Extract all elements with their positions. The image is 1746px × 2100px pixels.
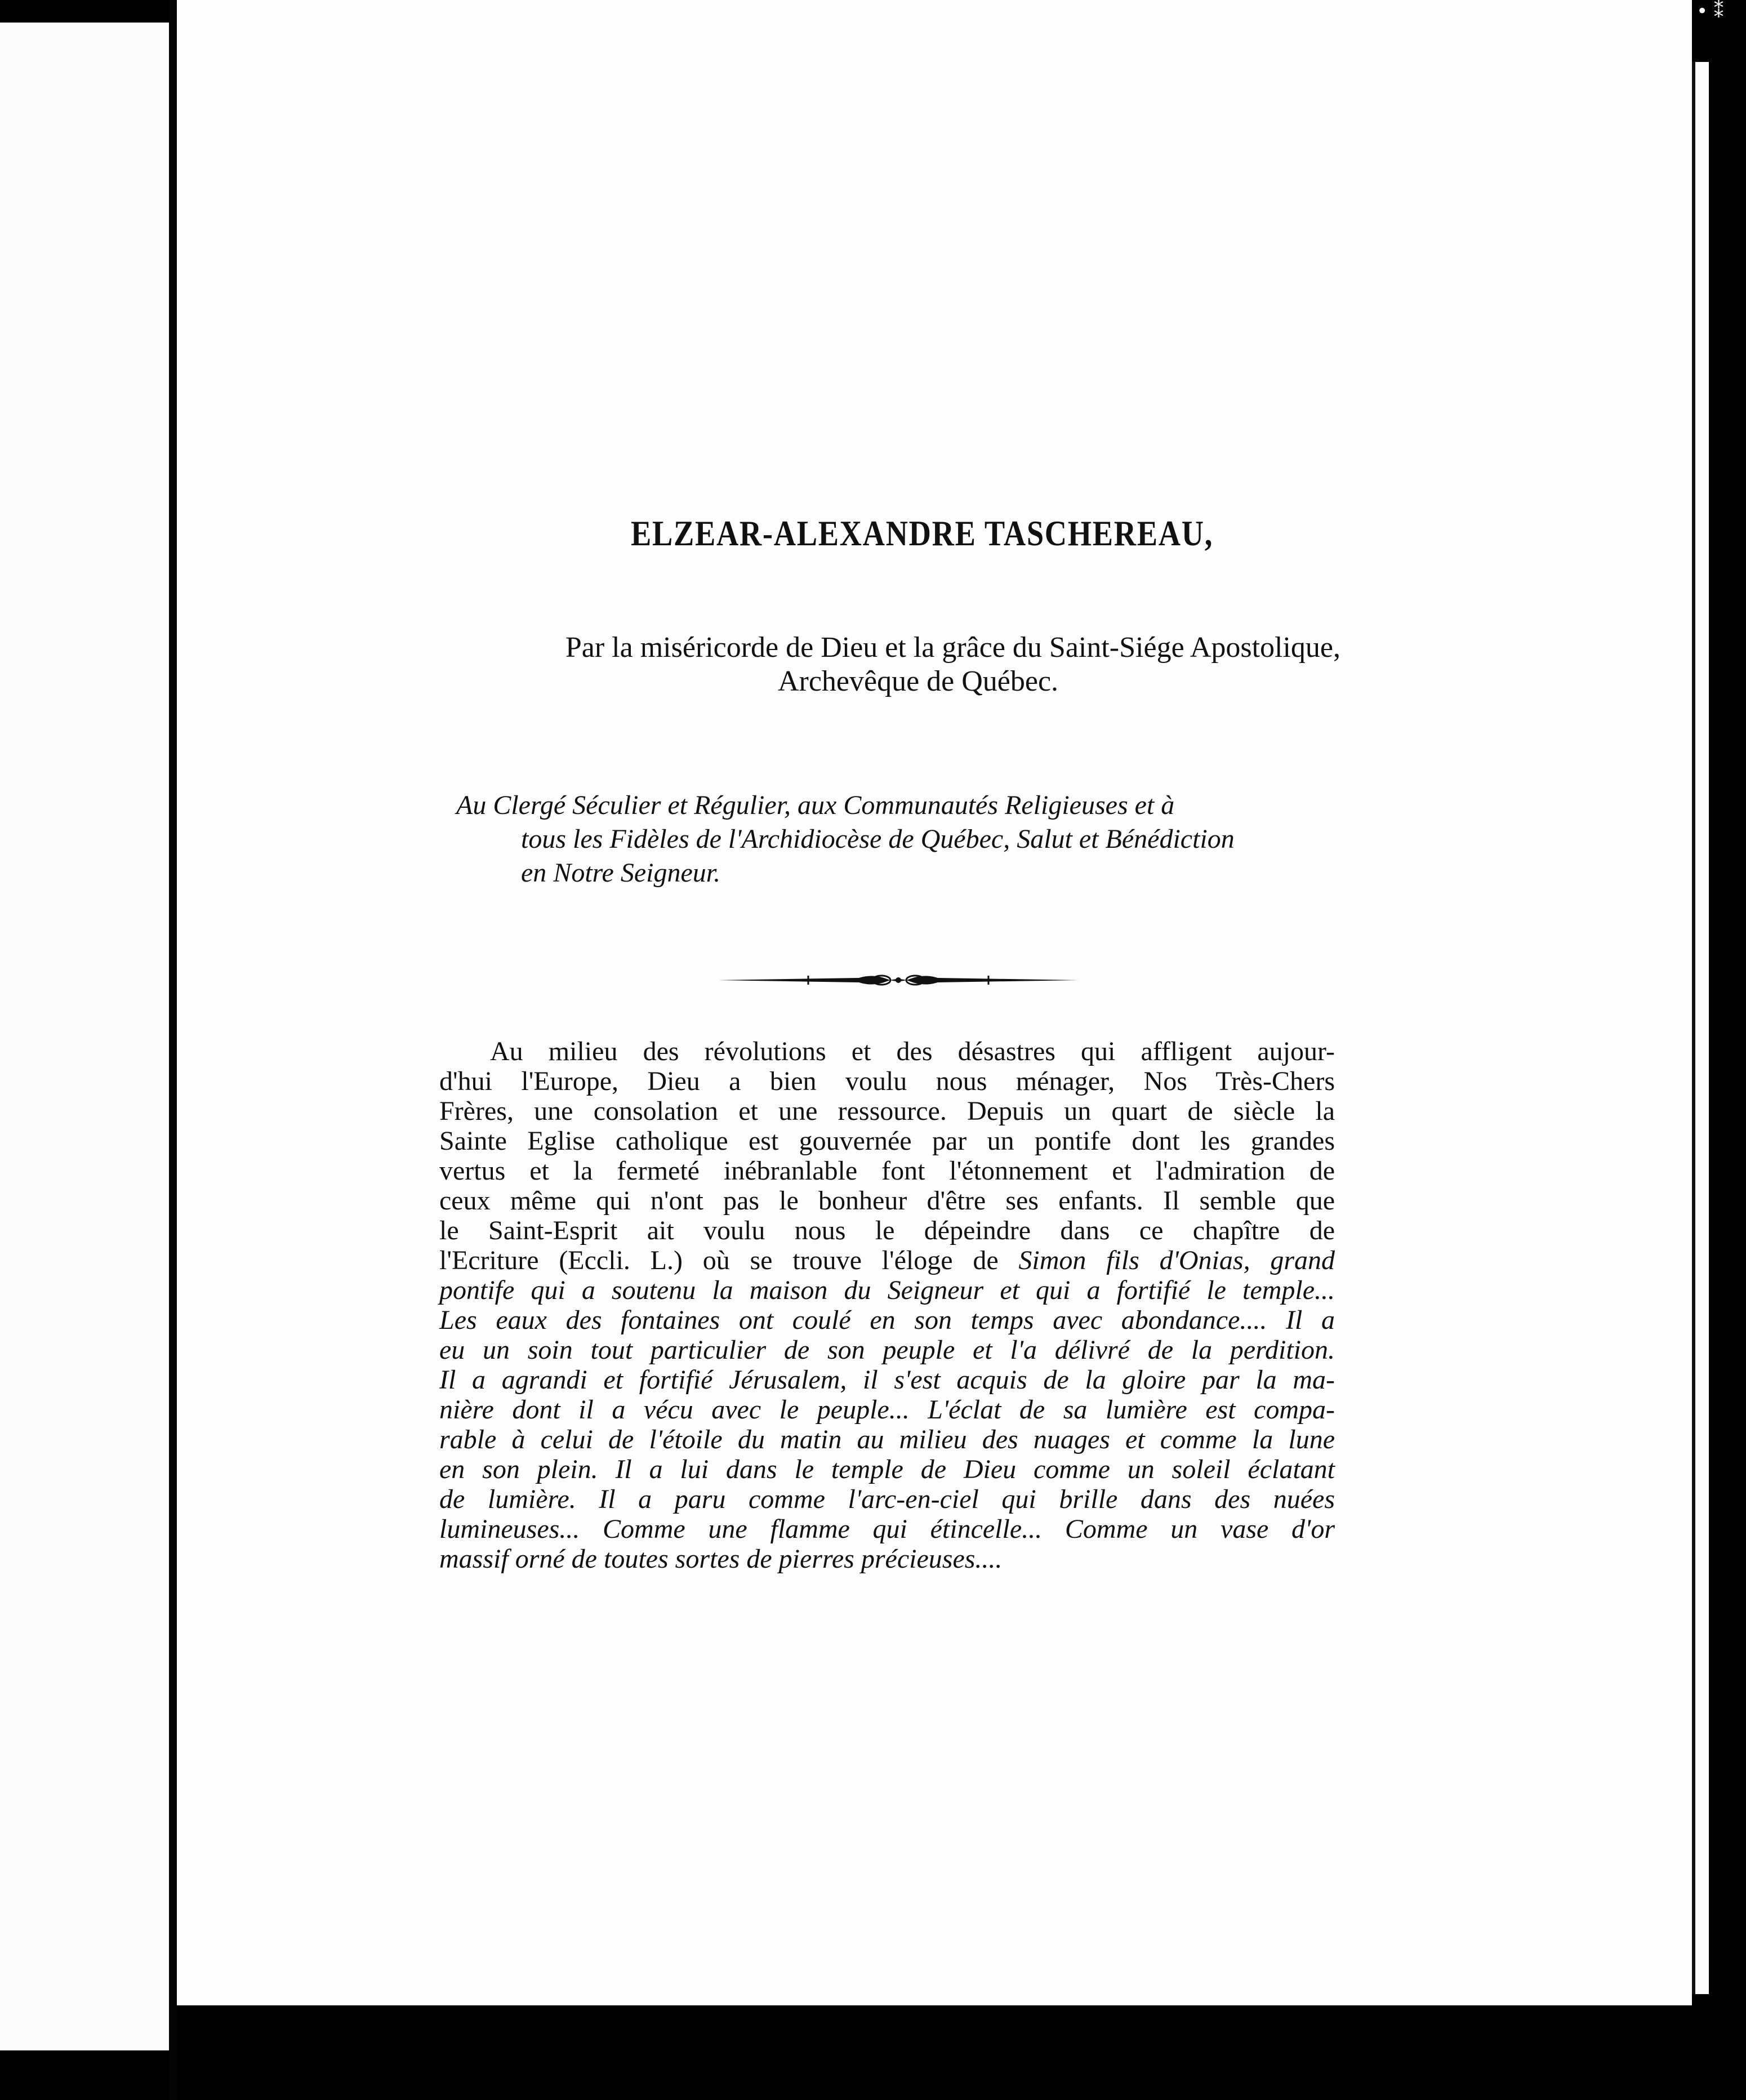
body-line-italic bbox=[439, 1544, 1335, 1574]
quote-line: lumineuses... Comme une flamme qui étincelle... Comme un vase d'or bbox=[439, 1514, 1335, 1544]
quote-line: Il a agrandi et fortifié Jérusalem, il s'est acquis de la gloire par la ma- bbox=[439, 1365, 1335, 1395]
body-line-italic bbox=[439, 1425, 1335, 1454]
body-line: ceux même qui n'ont pas le bonheur d'être ses enfants. Il semble que bbox=[439, 1186, 1335, 1216]
body-line-italic bbox=[439, 1514, 1335, 1544]
body-line: le Saint-Esprit ait voulu nous le dépeindre dans ce chapître de bbox=[439, 1216, 1335, 1245]
author-subtitle bbox=[462, 631, 1340, 698]
body-line: Frères, une consolation et une ressource. Depuis un quart de siècle la bbox=[439, 1096, 1335, 1126]
body-line: Sainte Eglise catholique est gouvernée par un pontife dont les grandes bbox=[439, 1126, 1335, 1156]
subtitle-line-2: Archevêque de Québec. bbox=[777, 665, 1059, 697]
ornamental-divider bbox=[718, 963, 1079, 997]
body-line-italic bbox=[439, 1454, 1335, 1484]
body-line-italic bbox=[439, 1305, 1335, 1335]
body-line-italic bbox=[439, 1484, 1335, 1514]
salutation bbox=[456, 789, 1340, 890]
body-line-roman: l'Ecriture (Eccli. L.) où se trouve l'éloge de bbox=[439, 1245, 1019, 1275]
quote-line: en son plein. Il a lui dans le temple de Dieu comme un soleil éclatant bbox=[439, 1454, 1335, 1484]
salutation-line-3: en Notre Seigneur. bbox=[521, 858, 721, 888]
page-title: ELZEAR-ALEXANDRE TASCHEREAU, bbox=[631, 513, 1214, 553]
body-paragraph bbox=[439, 1036, 1335, 1574]
quote-line: eu un soin tout particulier de son peuple et l'a délivré de la perdition. bbox=[439, 1335, 1335, 1365]
quote-line: massif orné de toutes sortes de pierres précieuses.... bbox=[439, 1544, 1003, 1574]
quote-line: nière dont il a vécu avec le peuple... L'éclat de sa lumière est compa- bbox=[439, 1395, 1335, 1425]
facing-page-edge bbox=[0, 23, 169, 2050]
body-line: d'hui l'Europe, Dieu a bien voulu nous ménager, Nos Très-Chers bbox=[439, 1066, 1335, 1096]
body-line-italic bbox=[439, 1335, 1335, 1365]
salutation-line-2: tous les Fidèles de l'Archidiocèse de Québec, Salut et Bénédiction bbox=[521, 824, 1235, 854]
quote-line: rable à celui de l'étoile du matin au milieu des nuages et comme la lune bbox=[439, 1425, 1335, 1454]
body-line-italic bbox=[439, 1395, 1335, 1425]
body-line: Au milieu des révolutions et des désastres qui affligent aujour- bbox=[490, 1036, 1335, 1066]
document-page bbox=[177, 0, 1692, 2005]
body-line-italic: Simon fils d'Onias, grand bbox=[1018, 1245, 1335, 1275]
body-line-italic bbox=[439, 1365, 1335, 1395]
body-line bbox=[439, 1245, 1335, 1275]
quote-line: Les eaux des fontaines ont coulé en son temps avec abondance.... Il a bbox=[439, 1305, 1335, 1335]
page-edge-right bbox=[1692, 62, 1709, 1994]
scan-corner-marks: • ⁑ bbox=[1696, 0, 1723, 23]
subtitle-line-1: Par la miséricorde de Dieu et la grâce du Saint-Siége Apostolique, bbox=[565, 631, 1340, 664]
body-line-italic bbox=[439, 1275, 1335, 1305]
quote-line: pontife qui a soutenu la maison du Seigneur et qui a fortifié le temple... bbox=[439, 1275, 1335, 1305]
body-line: vertus et la fermeté inébranlable font l'étonnement et l'admiration de bbox=[439, 1156, 1335, 1186]
salutation-line-1: Au Clergé Séculier et Régulier, aux Communautés Religieuses et à bbox=[456, 790, 1175, 820]
book-spine bbox=[169, 0, 177, 2100]
quote-line: de lumière. Il a paru comme l'arc-en-ciel qui brille dans des nuées bbox=[439, 1484, 1335, 1514]
